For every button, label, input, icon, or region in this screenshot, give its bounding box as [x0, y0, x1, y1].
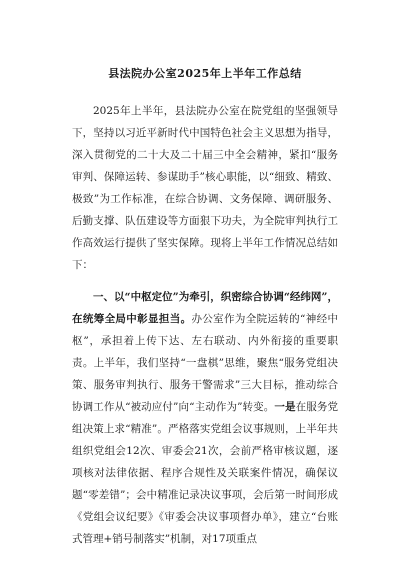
- section-1-paragraph: [72, 286, 338, 550]
- section-1-heading: 一、以“中枢定位”为牵引，织密综合协调“经纬网”，在统筹全局中彰显担当。: [72, 291, 338, 325]
- section-1-body-part-2: 在服务党组决策上求“精准”。严格落实党组会议事规则，上半年共组织党组会12次、审委会21次，会前严格审核议题，逐项核对法律依据、程序合规性及关联案件情况，确保议题“零差错”；会中精准记录决议事项，会后第一时间形成《党组会议纪要》《审委会决议事项督办单》，建立“台账式管理+销号制落实”机制，对17项重点: [72, 401, 339, 545]
- intro-paragraph: 2025年上半年，县法院办公室在院党组的坚强领导下，坚持以习近平新时代中国特色社会主义思想为指导，深入贯彻党的二十大及二十届三中全会精神，紧扣“服务审判、保障运转、参谋助手”核心职能，以“细致、精致、极致”为工作标准，在综合协调、文务保障、调研服务、后勤支撑、队伍建设等方面狠下功夫，为全院审判执行工作高效运行提供了坚实保障。现将上半年工作情况总结如下：: [72, 105, 338, 271]
- document-title: 县法院办公室2025年上半年工作总结: [108, 67, 302, 80]
- section-1-body-part-1: 办公室作为全院运转的“神经中枢”，承担着上传下达、左右联动、内外衔接的重要职责。上半年，我们坚持“一盘棋”思维，聚焦“服务党组决策、服务审判执行、服务干警需求”三大目标，推动综合协调工作从“被动应付”向“主动作为”转变。: [72, 313, 338, 413]
- section-1-subheading: 一是: [274, 401, 296, 413]
